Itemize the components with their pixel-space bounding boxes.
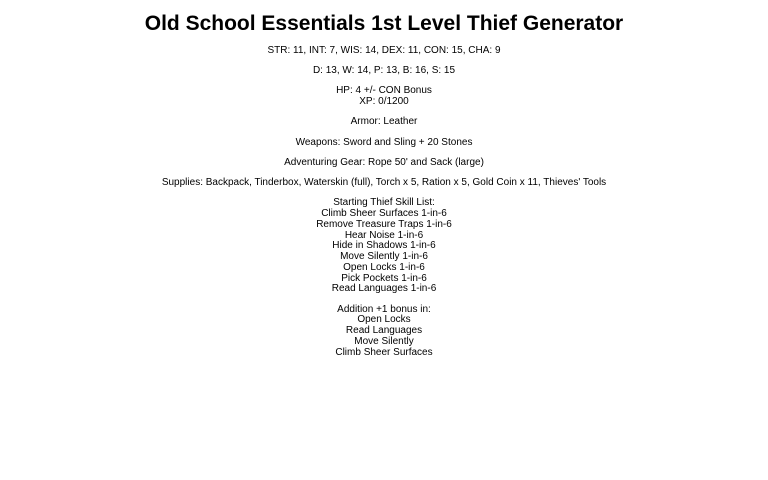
supplies: Supplies: Backpack, Tinderbox, Waterskin (full), Torch x 5, Ration x 5, Gold Coin x 11, Thieves' Tools — [161, 176, 607, 188]
bonus-item: Open Locks — [357, 314, 411, 326]
skill-item: Climb Sheer Surfaces 1-in-6 — [321, 207, 447, 219]
experience-points: XP: 0/1200 — [359, 96, 409, 108]
weapons: Weapons: Sword and Sling + 20 Stones — [295, 136, 473, 148]
thief-skills-heading: Starting Thief Skill List: — [333, 197, 435, 209]
weapons-section — [0, 138, 768, 149]
adventuring-gear: Adventuring Gear: Rope 50' and Sack (large) — [284, 156, 484, 168]
hp-xp-section — [0, 86, 768, 108]
bonus-section — [0, 305, 768, 359]
ability-scores: STR: 11, INT: 7, WIS: 14, DEX: 11, CON: 15, CHA: 9 — [267, 45, 501, 56]
skill-item: Read Languages 1-in-6 — [331, 283, 437, 295]
armor-section — [0, 117, 768, 128]
skill-item: Pick Pockets 1-in-6 — [341, 272, 427, 284]
bonus-item: Climb Sheer Surfaces — [335, 346, 433, 358]
skill-item: Move Silently 1-in-6 — [340, 251, 428, 263]
skill-item: Remove Treasure Traps 1-in-6 — [316, 218, 452, 230]
bonus-item: Move Silently — [354, 336, 414, 348]
saving-throws: D: 13, W: 14, P: 13, B: 16, S: 15 — [312, 65, 456, 77]
page-title: Old School Essentials 1st Level Thief Generator — [144, 12, 624, 35]
hit-points: HP: 4 +/- CON Bonus — [336, 85, 432, 97]
bonus-heading: Addition +1 bonus in: — [337, 303, 431, 315]
supplies-section — [0, 178, 768, 189]
adventuring-gear-section — [0, 158, 768, 169]
saving-throws-section — [0, 66, 768, 77]
thief-skills-section — [0, 198, 768, 295]
skill-item: Open Locks 1-in-6 — [343, 261, 425, 273]
skill-item: Hear Noise 1-in-6 — [344, 229, 424, 241]
bonus-item: Read Languages — [345, 325, 423, 337]
armor: Armor: Leather — [350, 116, 418, 128]
skill-item: Hide in Shadows 1-in-6 — [332, 240, 436, 252]
ability-scores-section — [0, 46, 768, 57]
